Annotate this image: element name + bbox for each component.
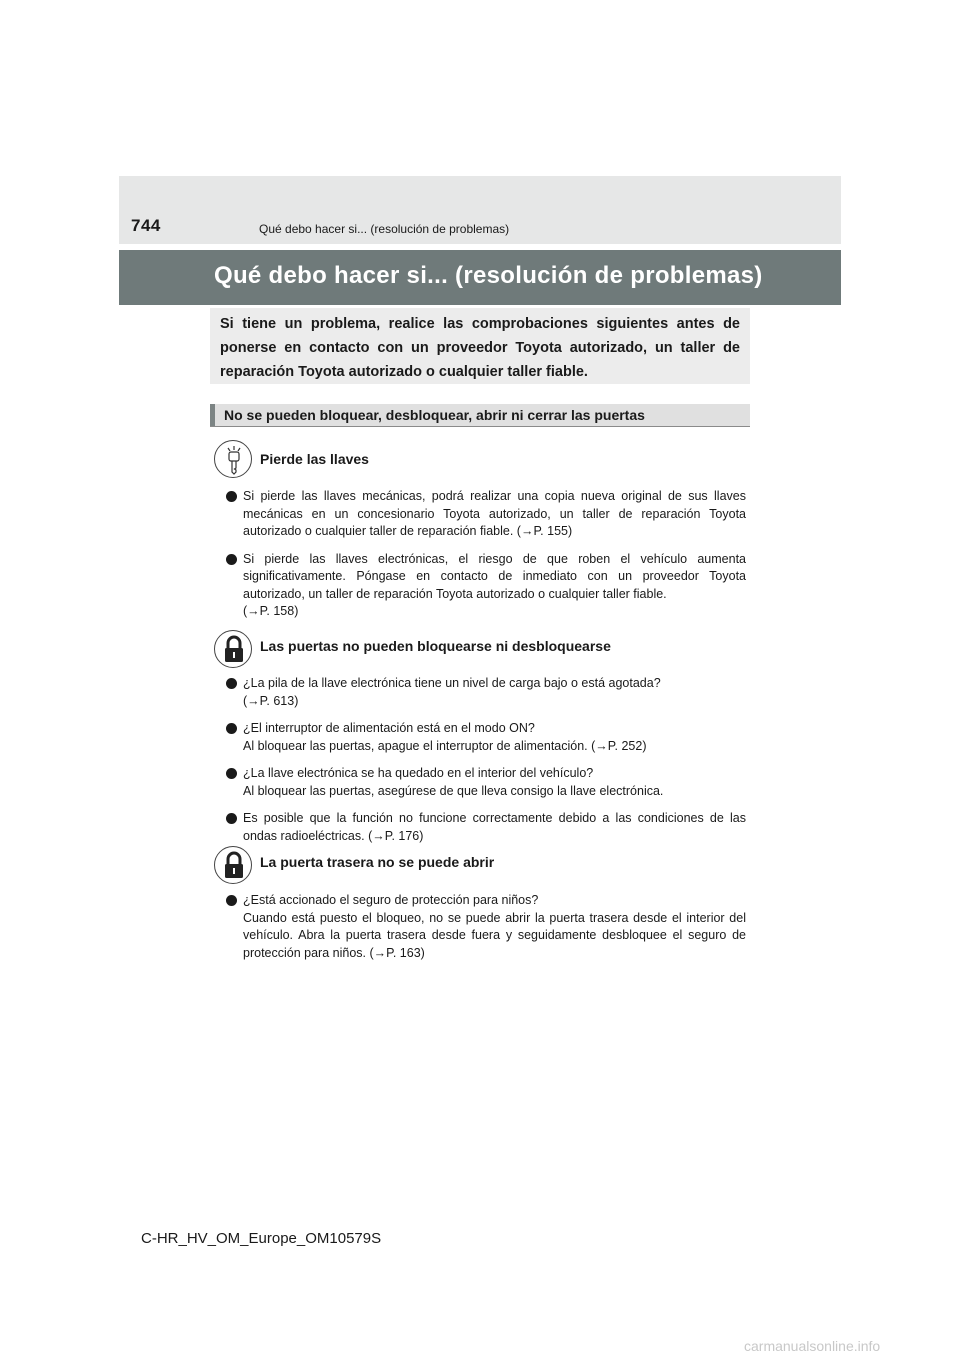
footer-code: C-HR_HV_OM_Europe_OM10579S: [141, 1230, 382, 1247]
lock-icon: [214, 630, 252, 668]
group-heading-lost-keys: Pierde las llaves: [260, 451, 369, 467]
list-item: ¿La llave electrónica se ha quedado en el interior del vehículo? Al bloquear las puertas, asegúrese de que lleva consigo la llave electrónica.: [226, 765, 746, 800]
bullet-list-rear-door: [226, 892, 746, 972]
list-item: ¿La pila de la llave electrónica tiene un nivel de carga bajo o está agotada? (→P. 613): [226, 675, 746, 710]
key-icon: [214, 440, 252, 478]
running-title: Qué debo hacer si... (resolución de problemas): [259, 222, 510, 236]
group-heading-doors-lock: Las puertas no pueden bloquearse ni desbloquearse: [260, 638, 611, 654]
section-heading: No se pueden bloquear, desbloquear, abrir ni cerrar las puertas: [224, 407, 645, 423]
bullet-list-lost-keys: [226, 488, 746, 631]
lock-icon: [214, 846, 252, 884]
page-number: 744: [131, 216, 161, 235]
list-item: ¿Está accionado el seguro de protección para niños? Cuando está puesto el bloqueo, no se puede abrir la puerta trasera desde el interior del vehículo. Abra la puerta trasera desde fuera y seguidamente desbloquee el seguro de protección para niños. (→P. 163): [226, 892, 746, 962]
list-item: Si pierde las llaves mecánicas, podrá realizar una copia nueva original de sus llaves mecánicas en un concesionario Toyota autorizado, un taller de reparación Toyota autorizado o cualquier taller de reparación fiable. (→P. 155): [226, 488, 746, 541]
bullet-icon: [226, 768, 237, 779]
intro-text: Si tiene un problema, realice las comprobaciones siguientes antes de ponerse en contacto con un proveedor Toyota autorizado, un taller de reparación Toyota autorizado o cualquier taller fiable.: [220, 316, 740, 380]
bullet-icon: [226, 678, 237, 689]
bullet-icon: [226, 723, 237, 734]
group-heading-rear-door: La puerta trasera no se puede abrir: [260, 854, 495, 870]
list-item: Es posible que la función no funcione correctamente debido a las condiciones de las ondas radioeléctricas. (→P. 176): [226, 810, 746, 845]
page-title: Qué debo hacer si... (resolución de problemas): [214, 262, 763, 289]
bullet-icon: [226, 554, 237, 565]
list-item: ¿El interruptor de alimentación está en el modo ON? Al bloquear las puertas, apague el interruptor de alimentación. (→P. 252): [226, 720, 746, 755]
bullet-icon: [226, 895, 237, 906]
list-item: Si pierde las llaves electrónicas, el riesgo de que roben el vehículo aumenta significativamente. Póngase en contacto de inmediato con un proveedor Toyota autorizado, un taller de reparación Toyota autorizado o cualquier taller fiable. (→P. 158): [226, 551, 746, 621]
bullet-icon: [226, 813, 237, 824]
bullet-list-doors-lock: [226, 675, 746, 855]
watermark[interactable]: carmanualsonline.info: [744, 1338, 881, 1354]
bullet-icon: [226, 491, 237, 502]
